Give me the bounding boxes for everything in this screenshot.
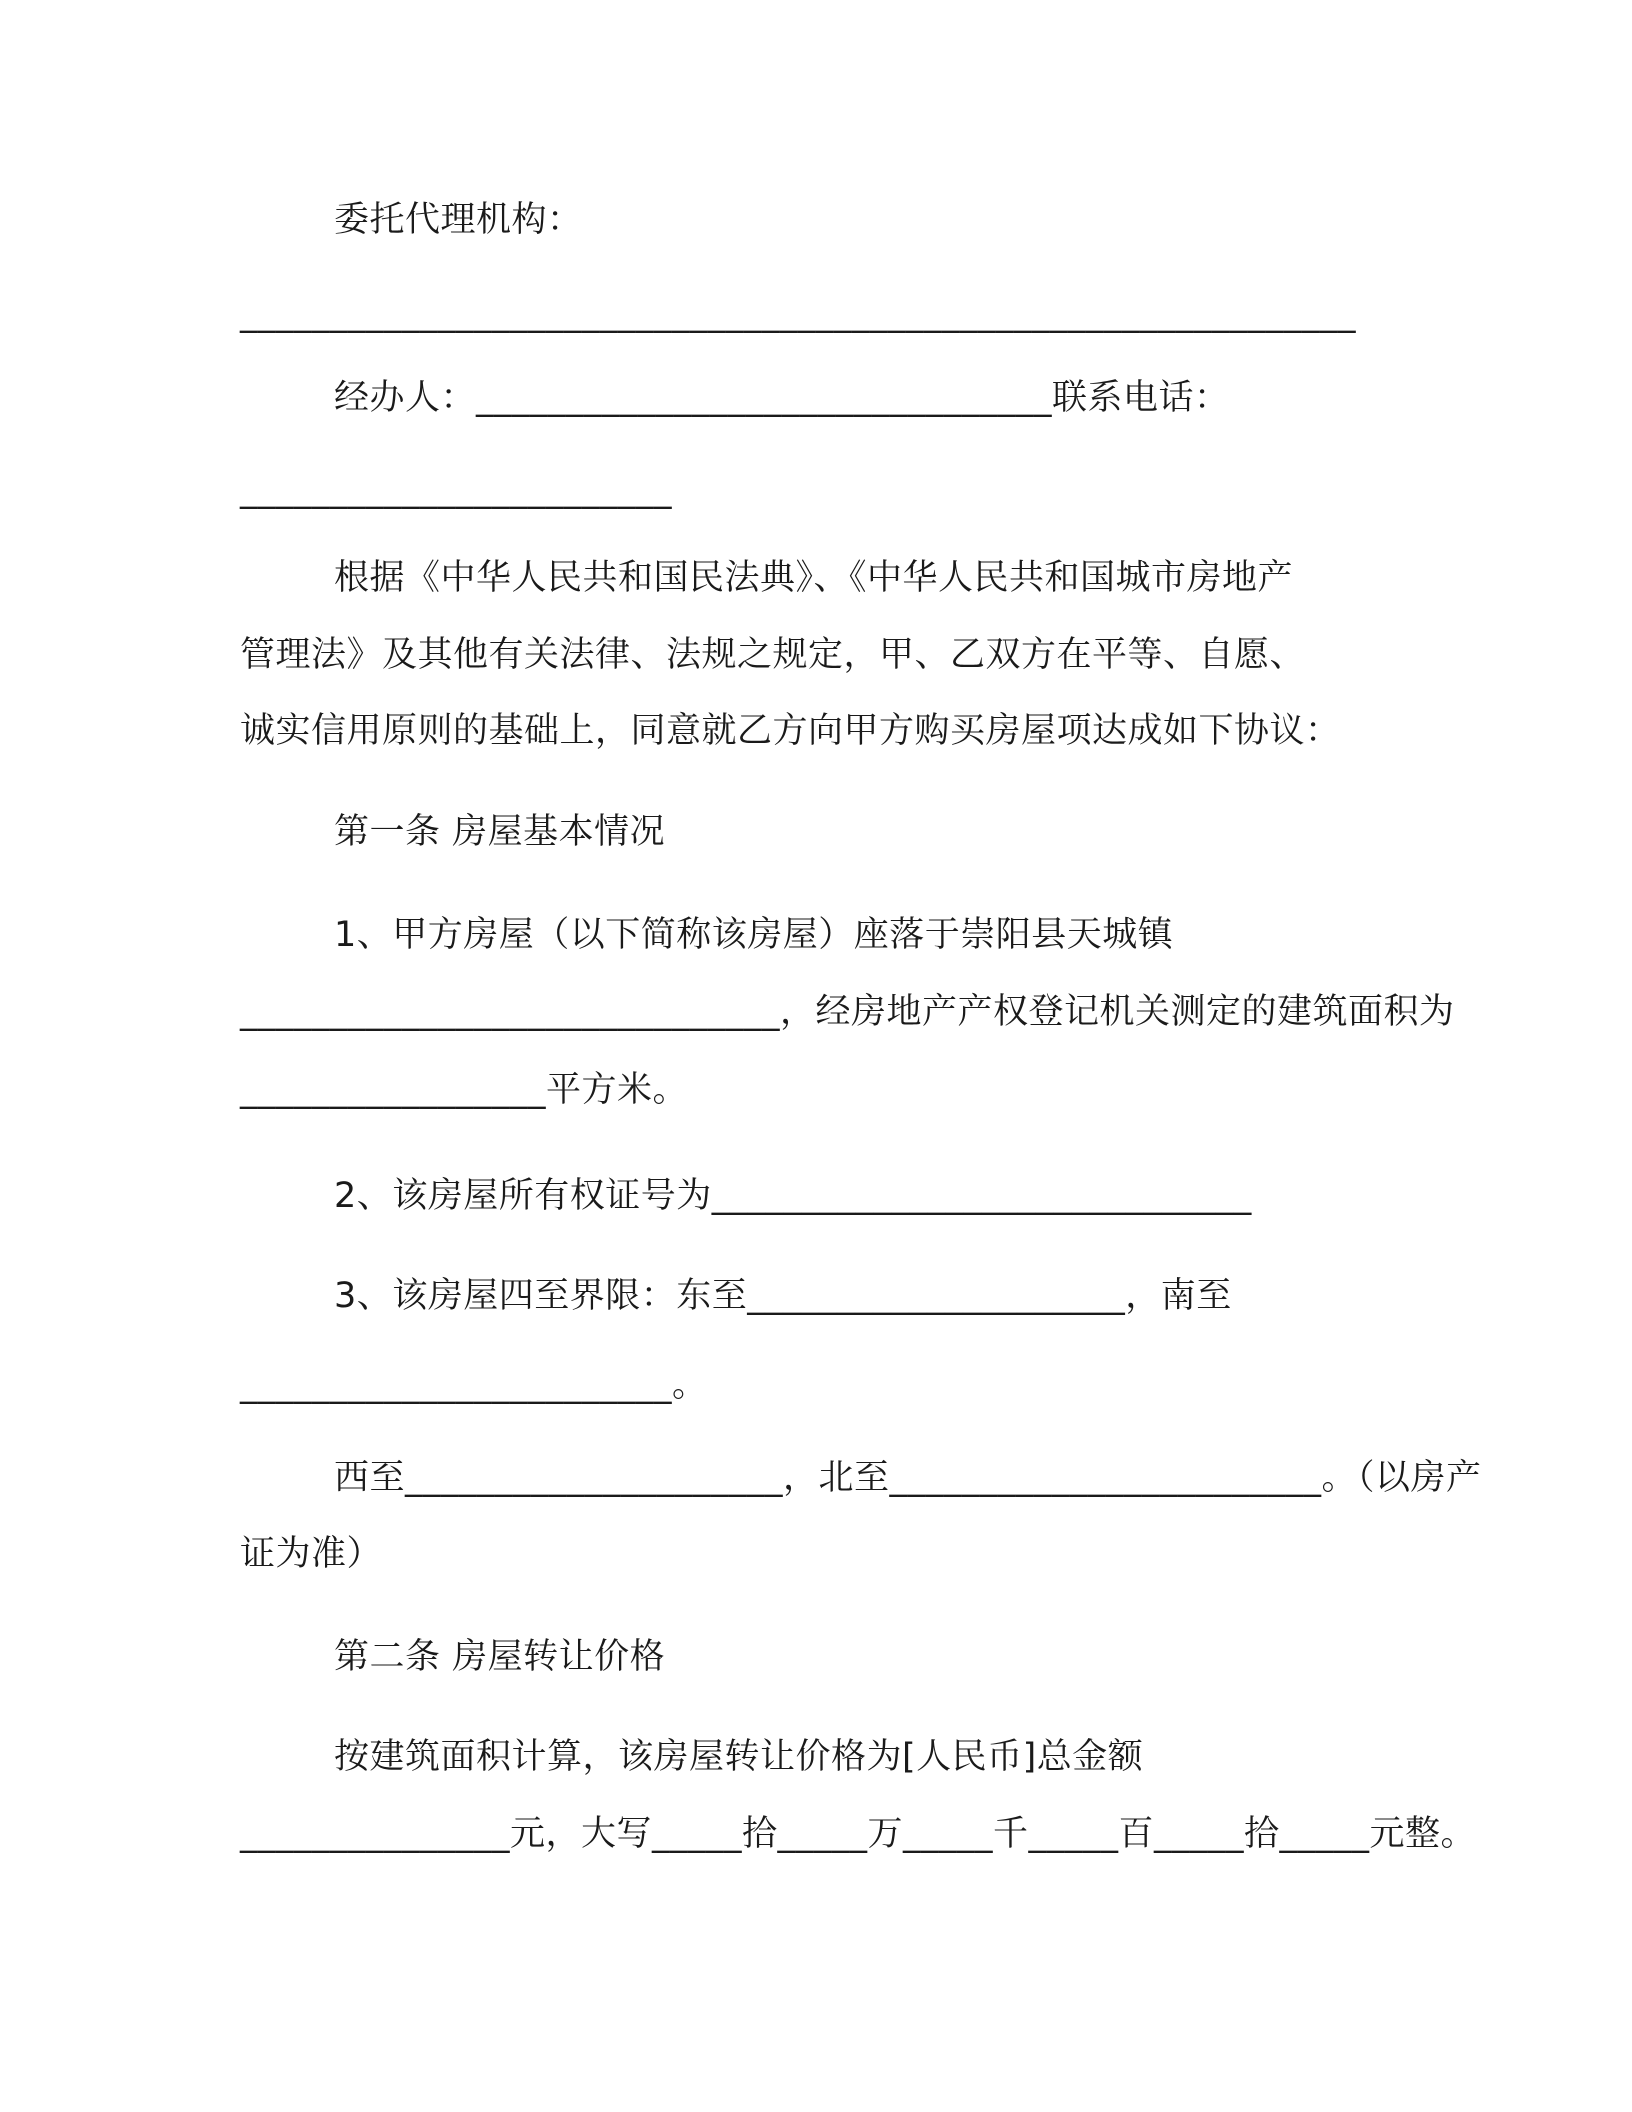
agent-phone-line: 经办人：________________________________联系电话： [334, 378, 1230, 418]
clause-1-line-2: ______________________________，经房地产产权登记机关测定的建筑面积为 [240, 992, 1455, 1032]
clause-1-line-1: 1、甲方房屋（以下简称该房屋）座落于崇阳县天城镇 [334, 915, 1174, 955]
article-1-heading: 第一条 房屋基本情况 [334, 812, 666, 852]
agency-blank-line: ______________________________________________________________ [240, 294, 1356, 334]
clause-3-line-3: 西至_____________________，北至________________________。（以房产 [334, 1458, 1482, 1498]
preamble-line-3: 诚实信用原则的基础上，同意就乙方向甲方购买房屋项达成如下协议： [240, 711, 1341, 751]
price-line-1: 按建筑面积计算，该房屋转让价格为[人民币]总金额 [334, 1737, 1144, 1777]
clause-3-line-2: ________________________。 [240, 1365, 708, 1405]
clause-2-line: 2、该房屋所有权证号为______________________________ [334, 1176, 1252, 1216]
phone-blank-line: ________________________ [240, 470, 672, 510]
clause-3-line-1: 3、该房屋四至界限：东至_____________________，南至 [334, 1276, 1232, 1316]
agency-label: 委托代理机构： [334, 200, 583, 240]
clause-1-line-3: _________________平方米。 [240, 1070, 689, 1110]
article-2-heading: 第二条 房屋转让价格 [334, 1637, 666, 1677]
preamble-line-2: 管理法》及其他有关法律、法规之规定，甲、乙双方在平等、自愿、 [240, 635, 1306, 675]
clause-3-line-4: 证为准） [240, 1534, 383, 1574]
price-line-2: _______________元，大写_____拾_____万_____千_____百_____拾_____元整。 [240, 1814, 1477, 1854]
preamble-line-1: 根据《中华人民共和国民法典》、《中华人民共和国城市房地产 [334, 558, 1294, 598]
